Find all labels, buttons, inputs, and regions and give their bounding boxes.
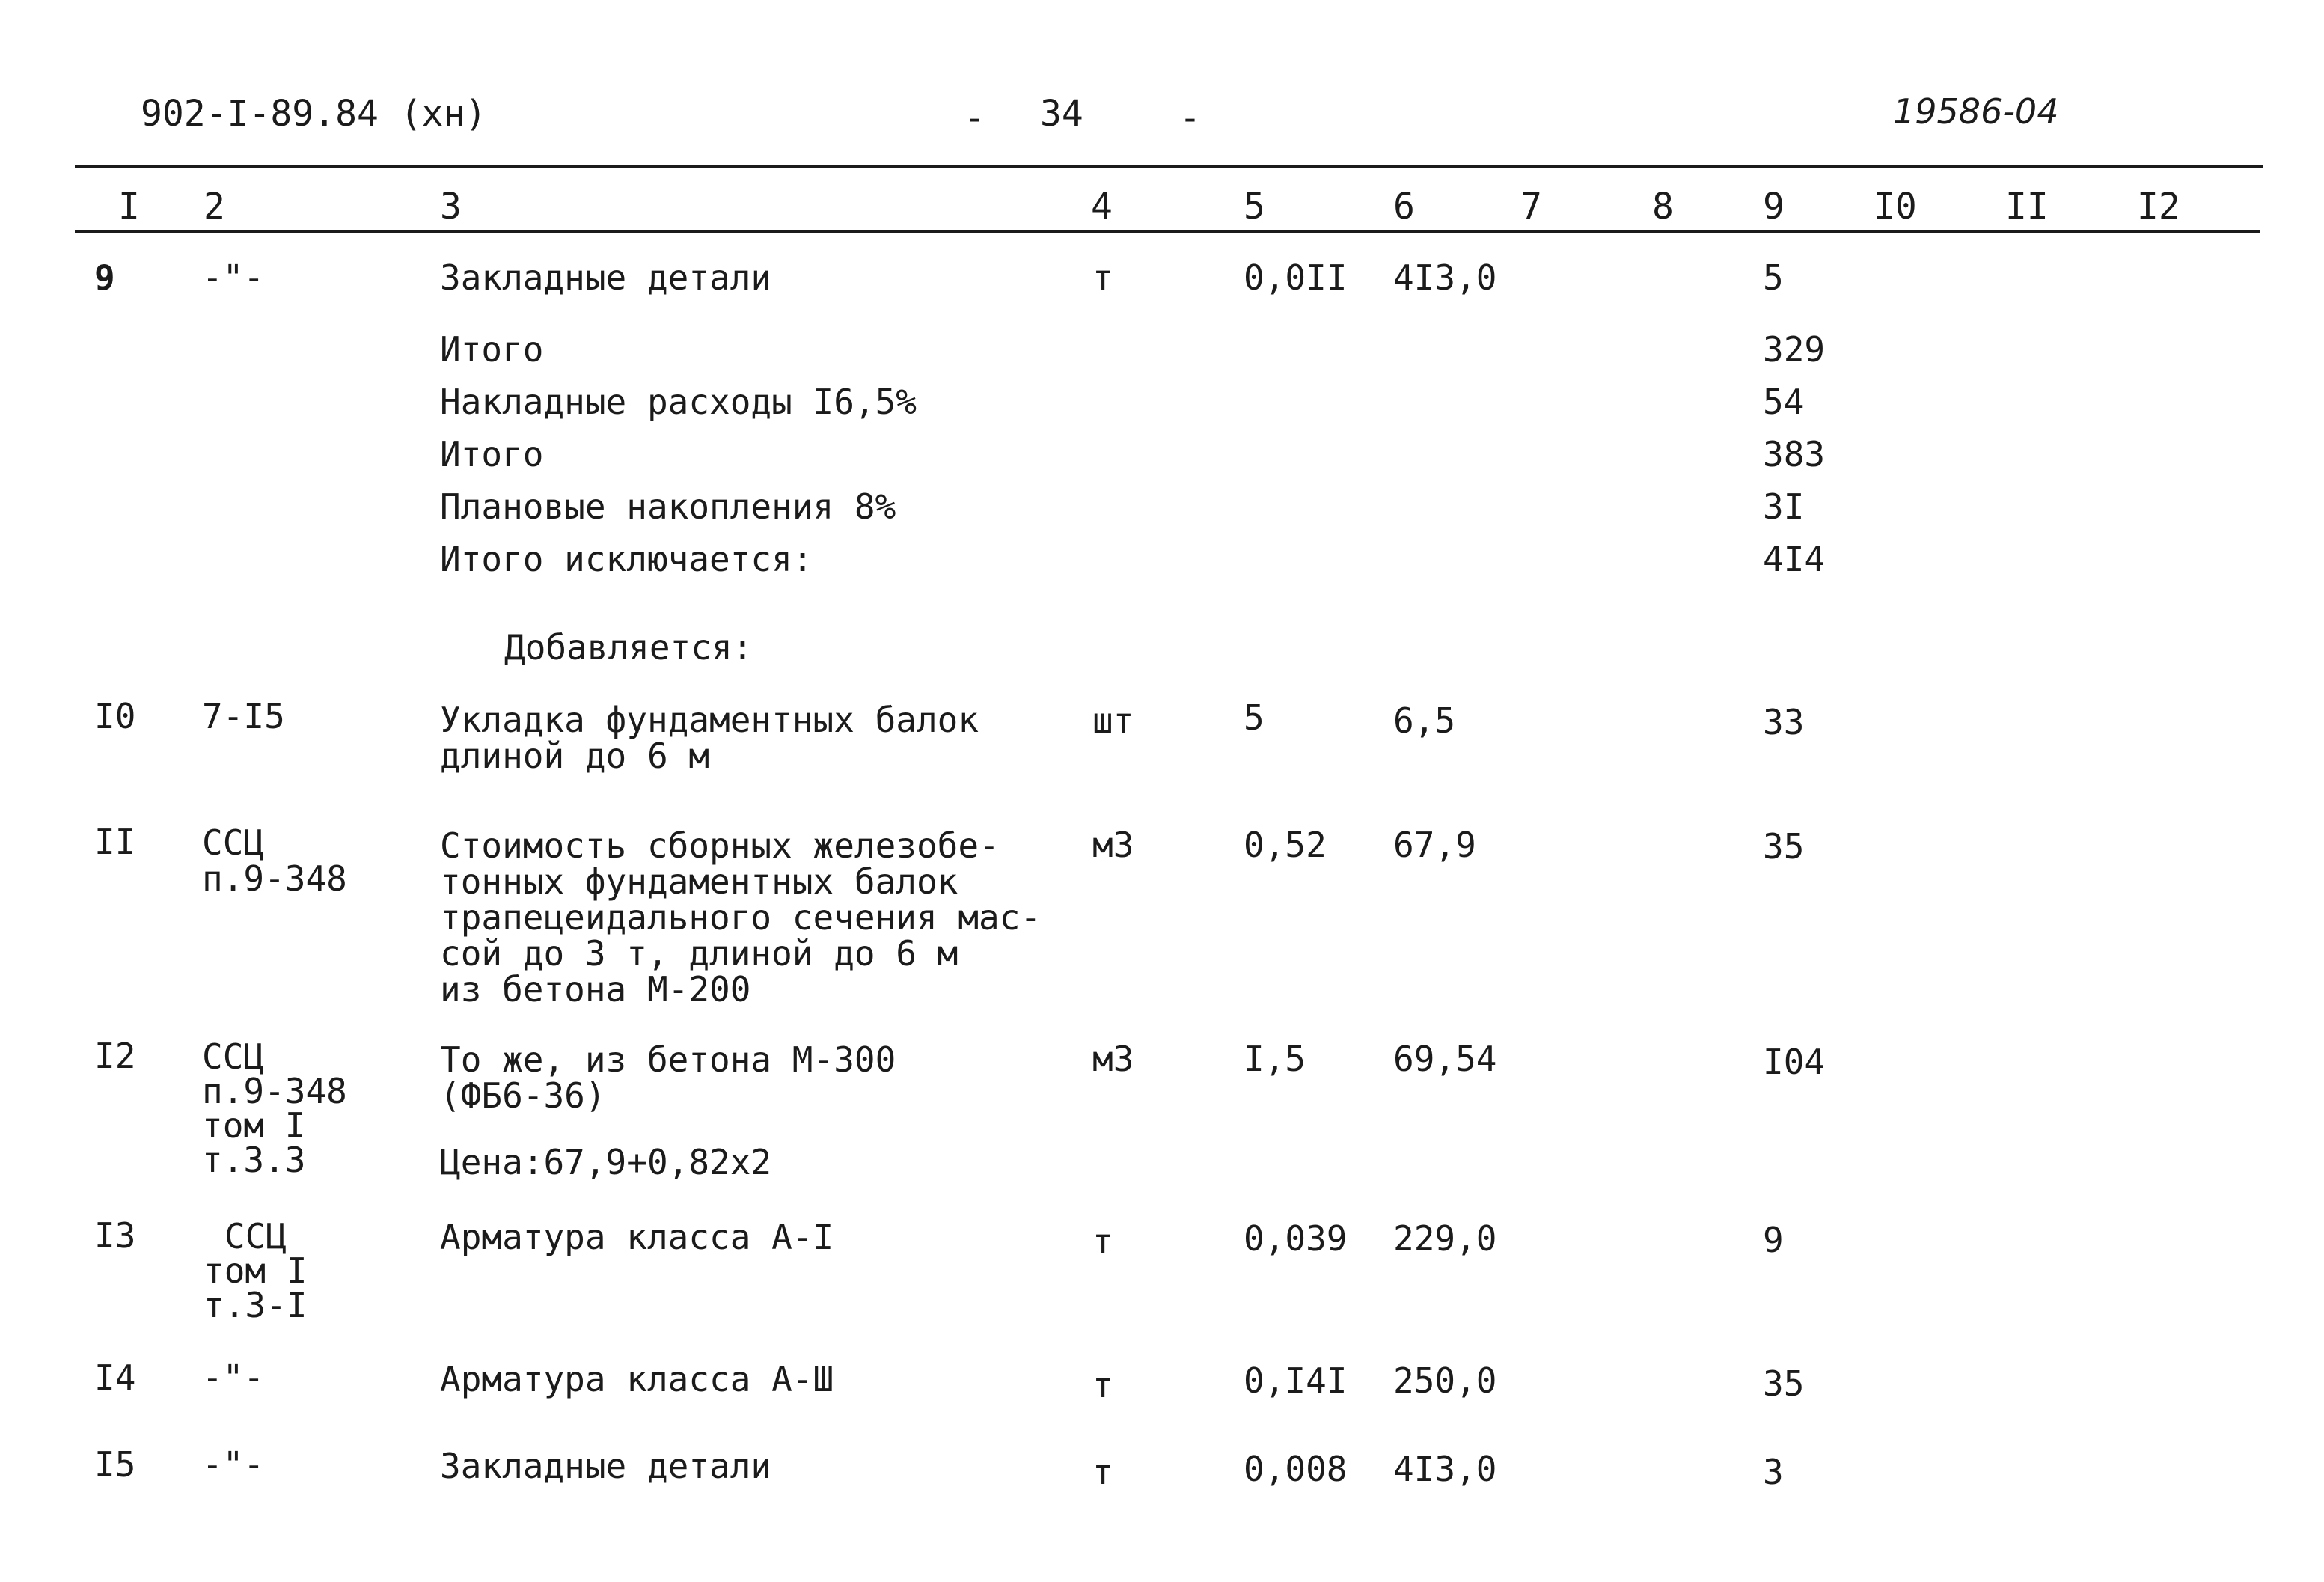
- column-header: I2: [2137, 186, 2180, 227]
- summary-value: 329: [1763, 329, 1826, 370]
- column-header: 8: [1652, 186, 1674, 227]
- row-total: 35: [1763, 826, 1805, 867]
- page-dash-left: -: [964, 97, 985, 139]
- row-name: Закладные детали: [440, 1446, 772, 1486]
- summary-value: 4I4: [1763, 539, 1826, 579]
- header-bottom-rule: [75, 230, 2260, 233]
- row-unit: т: [1092, 1365, 1113, 1405]
- row-reference: -"-: [202, 1357, 265, 1398]
- row-number: 9: [94, 257, 115, 298]
- document-code: 902-I-89.84 (хн): [141, 93, 487, 135]
- row-price-note: Цена:67,9+0,82х2: [440, 1142, 772, 1182]
- column-header: 5: [1244, 186, 1265, 227]
- row-number: I0: [94, 696, 136, 736]
- row-reference: ССЦ: [202, 822, 265, 863]
- row-name: сой до 3 т, длиной до 6 м: [440, 933, 958, 974]
- summary-label: Итого: [440, 434, 544, 474]
- row-unit: т: [1092, 1452, 1113, 1492]
- row-price: 67,9: [1393, 825, 1476, 865]
- row-quantity: 5: [1244, 697, 1265, 738]
- row-reference: п.9-348: [202, 1071, 347, 1111]
- row-reference: -"-: [202, 1444, 265, 1485]
- row-number: I4: [94, 1357, 136, 1398]
- row-price: 6,5: [1393, 700, 1456, 741]
- row-name: трапецеидального сечения мас-: [440, 897, 1042, 938]
- row-quantity: I,5: [1244, 1039, 1306, 1079]
- summary-label: Итого: [440, 329, 544, 370]
- row-reference: ССЦ: [202, 1036, 265, 1077]
- row-number: I2: [94, 1036, 136, 1076]
- column-header: 3: [440, 186, 462, 227]
- row-name: То же, из бетона М-300: [440, 1039, 896, 1080]
- row-total: 5: [1763, 257, 1784, 298]
- header-top-rule: [75, 165, 2263, 168]
- row-quantity: 0,52: [1244, 825, 1327, 865]
- row-name: (ФБ6-36): [440, 1075, 606, 1116]
- summary-value: 383: [1763, 434, 1826, 474]
- row-name: Укладка фундаментных балок: [440, 700, 979, 740]
- row-name: Стоимость сборных железобе-: [440, 825, 1000, 866]
- row-price: 4I3,0: [1393, 257, 1497, 298]
- row-reference: п.9-348: [202, 858, 347, 899]
- row-quantity: 0,I4I: [1244, 1360, 1348, 1401]
- column-header: 9: [1763, 186, 1785, 227]
- row-number: I3: [94, 1215, 136, 1256]
- row-name: Закладные детали: [440, 257, 772, 298]
- row-price: 229,0: [1393, 1218, 1497, 1259]
- page-dash-right: -: [1179, 97, 1201, 139]
- row-reference: том I: [202, 1105, 306, 1146]
- row-name: длиной до 6 м: [440, 736, 710, 776]
- row-price: 250,0: [1393, 1360, 1497, 1401]
- row-reference: том I: [204, 1250, 308, 1291]
- summary-label: Итого исключается:: [440, 539, 813, 579]
- sheet-code: 19586-04: [1893, 91, 2059, 132]
- row-reference: ССЦ: [224, 1216, 287, 1256]
- column-header: 6: [1393, 186, 1415, 227]
- row-unit: т: [1092, 257, 1113, 298]
- column-header: II: [2005, 186, 2049, 227]
- row-name: из бетона М-200: [440, 969, 751, 1010]
- row-total: 3: [1763, 1452, 1784, 1492]
- row-price: 4I3,0: [1393, 1449, 1497, 1489]
- section-heading-added: Добавляется:: [504, 627, 753, 668]
- row-reference: 7-I5: [202, 696, 285, 736]
- row-name: тонных фундаментных балок: [440, 861, 958, 902]
- summary-value: 3I: [1763, 486, 1805, 527]
- summary-label: Накладные расходы I6,5%: [440, 382, 917, 422]
- row-total: 35: [1763, 1363, 1805, 1404]
- summary-label: Плановые накопления 8%: [440, 486, 896, 527]
- row-quantity: 0,0II: [1244, 257, 1348, 298]
- page-number: 34: [1040, 93, 1083, 135]
- row-reference: т.3.3: [202, 1140, 306, 1180]
- column-header: 4: [1091, 186, 1113, 227]
- row-quantity: 0,008: [1244, 1449, 1348, 1489]
- row-unit: т: [1092, 1221, 1113, 1262]
- column-header: 7: [1520, 186, 1542, 227]
- row-unit: шт: [1092, 700, 1134, 741]
- row-number: II: [94, 822, 136, 862]
- column-header: I0: [1874, 186, 1917, 227]
- column-header: I: [118, 186, 140, 227]
- row-reference: т.3-I: [204, 1285, 308, 1325]
- row-price: 69,54: [1393, 1039, 1497, 1079]
- row-name: Арматура класса А-I: [440, 1217, 834, 1257]
- row-quantity: 0,039: [1244, 1218, 1348, 1259]
- column-header: 2: [204, 186, 225, 227]
- summary-value: 54: [1763, 382, 1805, 422]
- row-total: 9: [1763, 1220, 1784, 1260]
- row-reference: -"-: [202, 257, 265, 298]
- row-unit: м3: [1092, 1039, 1134, 1079]
- row-total: I04: [1763, 1042, 1826, 1082]
- row-unit: м3: [1092, 825, 1134, 865]
- row-total: 33: [1763, 702, 1805, 742]
- row-name: Арматура класса А-Ш: [440, 1359, 834, 1399]
- row-number: I5: [94, 1444, 136, 1485]
